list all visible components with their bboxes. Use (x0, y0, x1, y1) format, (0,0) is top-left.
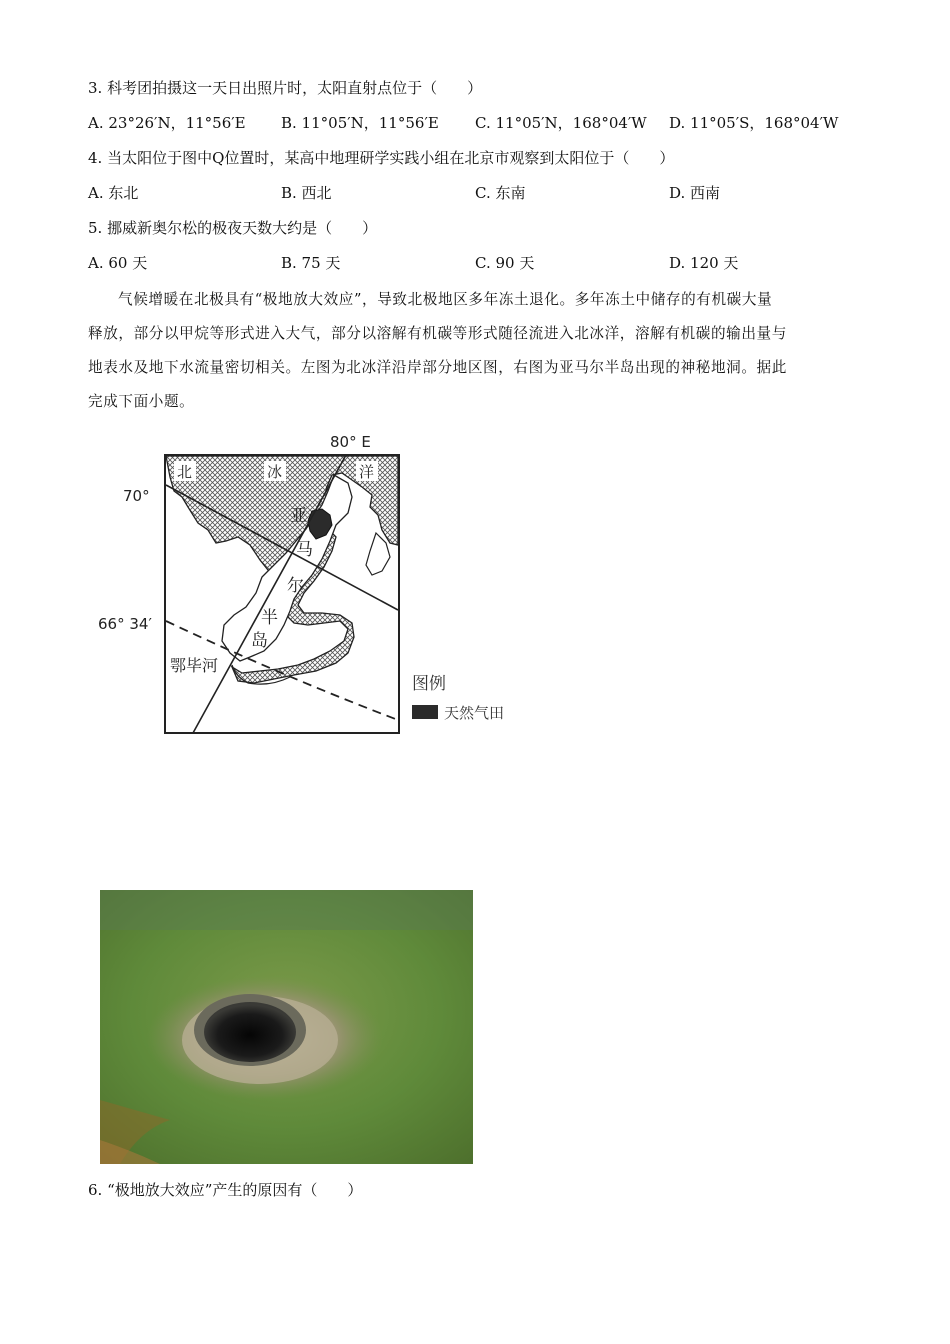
sea-char-2: 冰 (267, 463, 283, 481)
lat-label-66-34: 66° 34′ (98, 615, 152, 633)
q3-stem: 3. 科考团拍摄这一天日出照片时，太阳直射点位于（ ） (88, 79, 483, 97)
peninsula-char-4: 半 (261, 608, 278, 628)
q5-stem: 5. 挪威新奥尔松的极夜天数大约是（ ） (88, 219, 378, 237)
peninsula-char-3: 尔 (287, 576, 304, 596)
sea-char-3: 洋 (359, 463, 375, 481)
passage-line-3: 地表水及地下水流量密切相关。左图为北冰洋沿岸部分地区图，右图为亚马尔半岛出现的神秘地洞。据此 (88, 359, 787, 376)
passage-line-1: 气候增暖在北极具有“极地放大效应”，导致北极地区多年冻土退化。多年冻土中储存的有机碳大量 (118, 291, 773, 308)
peninsula-char-5: 岛 (251, 631, 268, 651)
q6-stem: 6. “极地放大效应”产生的原因有（ ） (88, 1181, 363, 1199)
q3-option-a: A. 23°26′N，11°56′E (88, 114, 246, 132)
peninsula-char-2: 马 (296, 540, 313, 560)
passage-line-2: 释放，部分以甲烷等形式进入大气，部分以溶解有机碳等形式随径流进入北冰洋，溶解有机碳的输出量与 (88, 325, 787, 342)
q4-option-a: A. 东北 (88, 184, 139, 202)
legend-gas-swatch (412, 705, 438, 719)
peninsula-char-1: 亚 (290, 506, 307, 526)
crater-photo (100, 890, 473, 1164)
legend-title: 图例 (412, 674, 446, 694)
sea-char-1: 北 (177, 463, 193, 481)
q4-option-c: C. 东南 (475, 184, 526, 202)
river-label: 鄂毕河 (170, 656, 219, 675)
q5-option-b: B. 75 天 (281, 254, 341, 272)
yamal-map-figure (90, 425, 530, 740)
lon-label-80e: 80° E (330, 433, 371, 451)
passage-line-4: 完成下面小题。 (88, 393, 195, 410)
q4-option-d: D. 西南 (669, 184, 721, 202)
q3-option-c: C. 11°05′N，168°04′W (475, 114, 647, 132)
q5-option-a: A. 60 天 (88, 254, 148, 272)
q4-option-b: B. 西北 (281, 184, 332, 202)
lat-label-70: 70° (123, 487, 150, 505)
q5-option-d: D. 120 天 (669, 254, 739, 272)
passage (88, 283, 863, 419)
q4-stem: 4. 当太阳位于图中Q位置时，某高中地理研学实践小组在北京市观察到太阳位于（ ） (88, 149, 675, 167)
q3-option-b: B. 11°05′N，11°56′E (281, 114, 439, 132)
q3-option-d: D. 11°05′S，168°04′W (669, 114, 839, 132)
legend-gas-label: 天然气田 (444, 704, 505, 722)
q5-option-c: C. 90 天 (475, 254, 535, 272)
